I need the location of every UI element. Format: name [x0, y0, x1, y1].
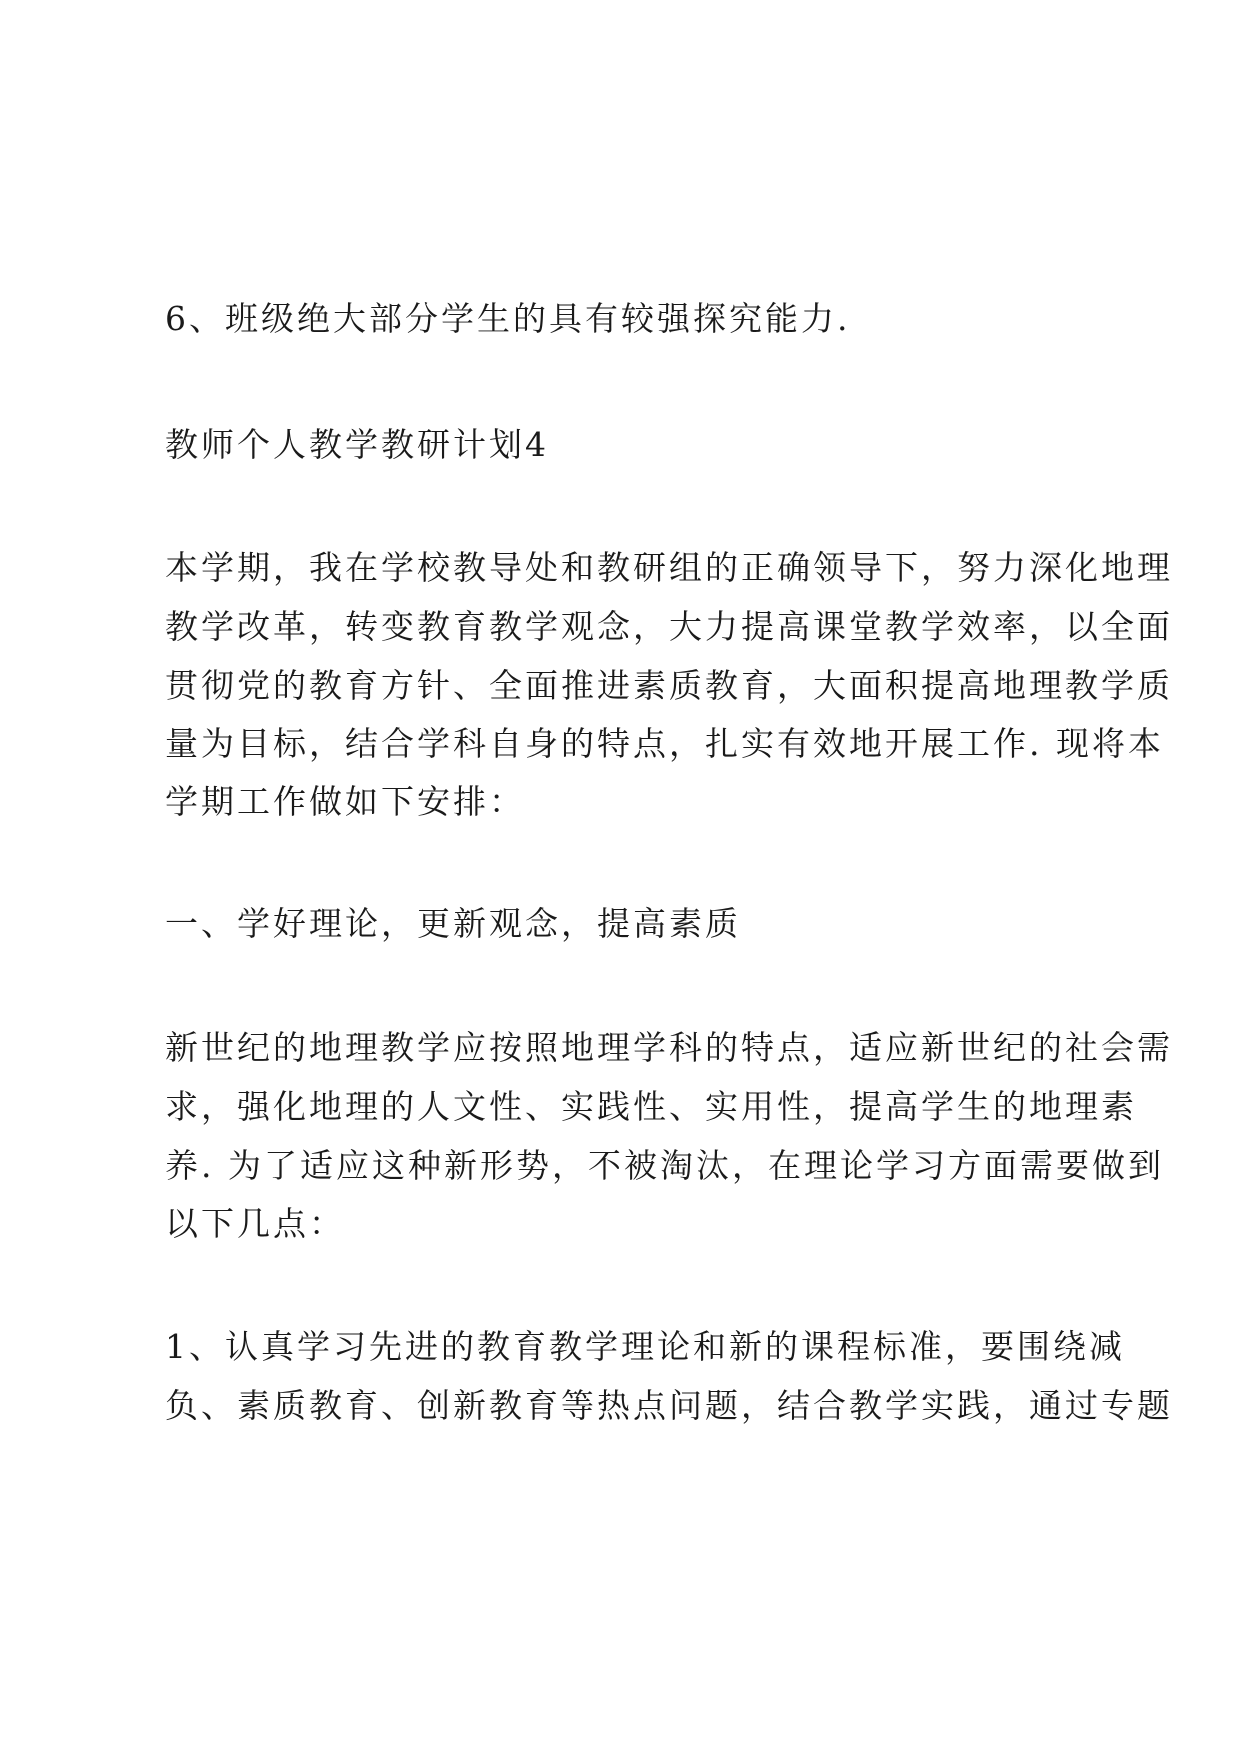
theory-paragraph-line-2: 求，强化地理的人文性、实践性、实用性，提高学生的地理素 — [165, 1087, 1137, 1126]
theory-paragraph-line-3: 养. 为了适应这种新形势，不被淘汰，在理论学习方面需要做到 — [165, 1146, 1164, 1185]
paragraph-item-6: 6、班级绝大部分学生的具有较强探究能力. — [165, 299, 851, 338]
theory-paragraph-line-1: 新世纪的地理教学应按照地理学科的特点，适应新世纪的社会需 — [165, 1028, 1173, 1067]
point-1-line-1: 1、认真学习先进的教育教学理论和新的课程标准，要围绕减 — [165, 1327, 1125, 1366]
intro-paragraph-line-4: 量为目标，结合学科自身的特点，扎实有效地开展工作. 现将本 — [165, 724, 1164, 763]
intro-paragraph-line-5: 学期工作做如下安排： — [165, 782, 525, 821]
section-title-plan-4: 教师个人教学教研计划4 — [165, 425, 549, 464]
theory-paragraph-line-4: 以下几点： — [165, 1204, 345, 1243]
intro-paragraph-line-2: 教学改革，转变教育教学观念，大力提高课堂教学效率，以全面 — [165, 607, 1173, 646]
intro-paragraph-line-1: 本学期，我在学校教导处和教研组的正确领导下，努力深化地理 — [165, 548, 1173, 587]
section-heading-1: 一、学好理论，更新观念，提高素质 — [165, 904, 741, 943]
intro-paragraph-line-3: 贯彻党的教育方针、全面推进素质教育，大面积提高地理教学质 — [165, 666, 1173, 705]
point-1-line-2: 负、素质教育、创新教育等热点问题，结合教学实践，通过专题 — [165, 1386, 1173, 1425]
